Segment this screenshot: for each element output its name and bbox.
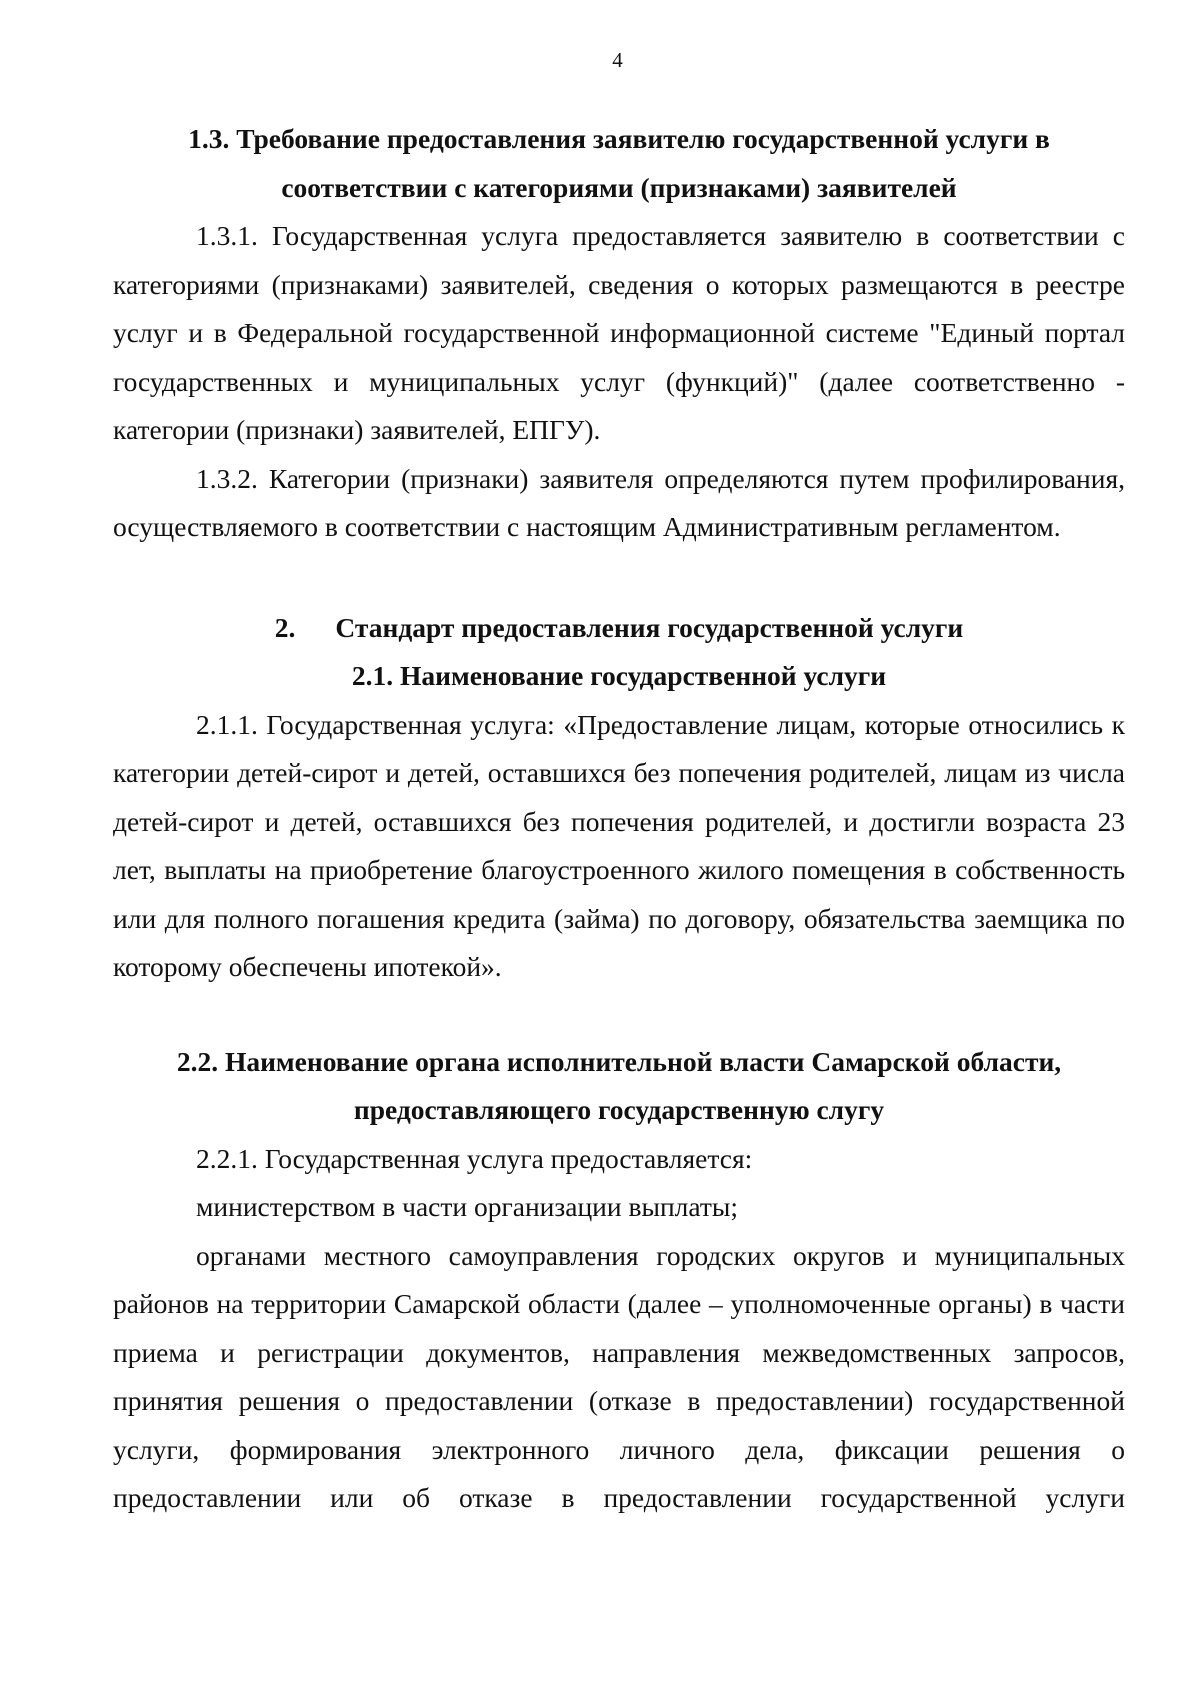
section-2-2-heading-line1: 2.2. Наименование органа исполнительной власти Самарской области, [176,1045,1062,1077]
paragraph-local-authorities: органами местного самоуправления городских округов и муниципальных районов на территории Самарской области (далее – уполномоченные органы) в части приема и регистрации документов, направления межведомственных запросов, принятия решения о предоставлении (отказе в предоставлении) государственной услуги, формирования электронного личного дела, фиксации решения о предоставлении или об отказе в предоставлении государственной услуги [113,1239,1125,1513]
section-spacer [113,992,1125,1038]
section-1-3-heading-line2: соответствии с категориями (признаками) заявителей [281,171,957,203]
paragraph-2-1-1: 2.1.1. Государственная услуга: «Предоставление лицам, которые относились к категории детей-сирот и детей, оставшихся без попечения родителей, лицам из числа детей-сирот и детей, оставшихся без попечения родителей, и достигли возраста 23 лет, выплаты на приобретение благоустроенного жилого помещения в собственность или для полного погашения кредита (займа) по договору, обязательства заемщика по которому обеспечены ипотекой». [113,708,1125,982]
section-2-1-heading: 2.1. Наименование государственной услуги [351,660,887,691]
section-1-3-heading-line1: 1.3. Требование предоставления заявителю государственной услуги в [188,123,1050,154]
section-2-heading [113,604,1125,653]
section-spacer [113,552,1125,604]
paragraph-1-3-1: 1.3.1. Государственная услуга предоставляется заявителю в соответствии с категориями (признаками) заявителей, сведения о которых размещаются в реестре услуг и в Федеральной государственной информационной системе "Единый портал государственных и муниципальных услуг (функций)" (далее соответственно - категории (признаки) заявителей, ЕПГУ). [113,220,1125,445]
paragraph-ministry: министерством в части организации выплаты; [196,1191,739,1222]
page-number: 4 [612,48,623,72]
section-2-number: 2. [274,611,296,643]
section-2-2-heading-line2: предоставляющего государственную слугу [353,1094,885,1125]
paragraph-2-2-1: 2.2.1. Государственная услуга предоставляется: [196,1142,753,1174]
section-2-title: Стандарт предоставления государственной услуги [335,611,964,643]
paragraph-1-3-2: 1.3.2. Категории (признаки) заявителя определяются путем профилирования, осуществляемого в соответствии с настоящим Административным регламентом. [113,462,1125,542]
document-body [113,115,1125,1523]
